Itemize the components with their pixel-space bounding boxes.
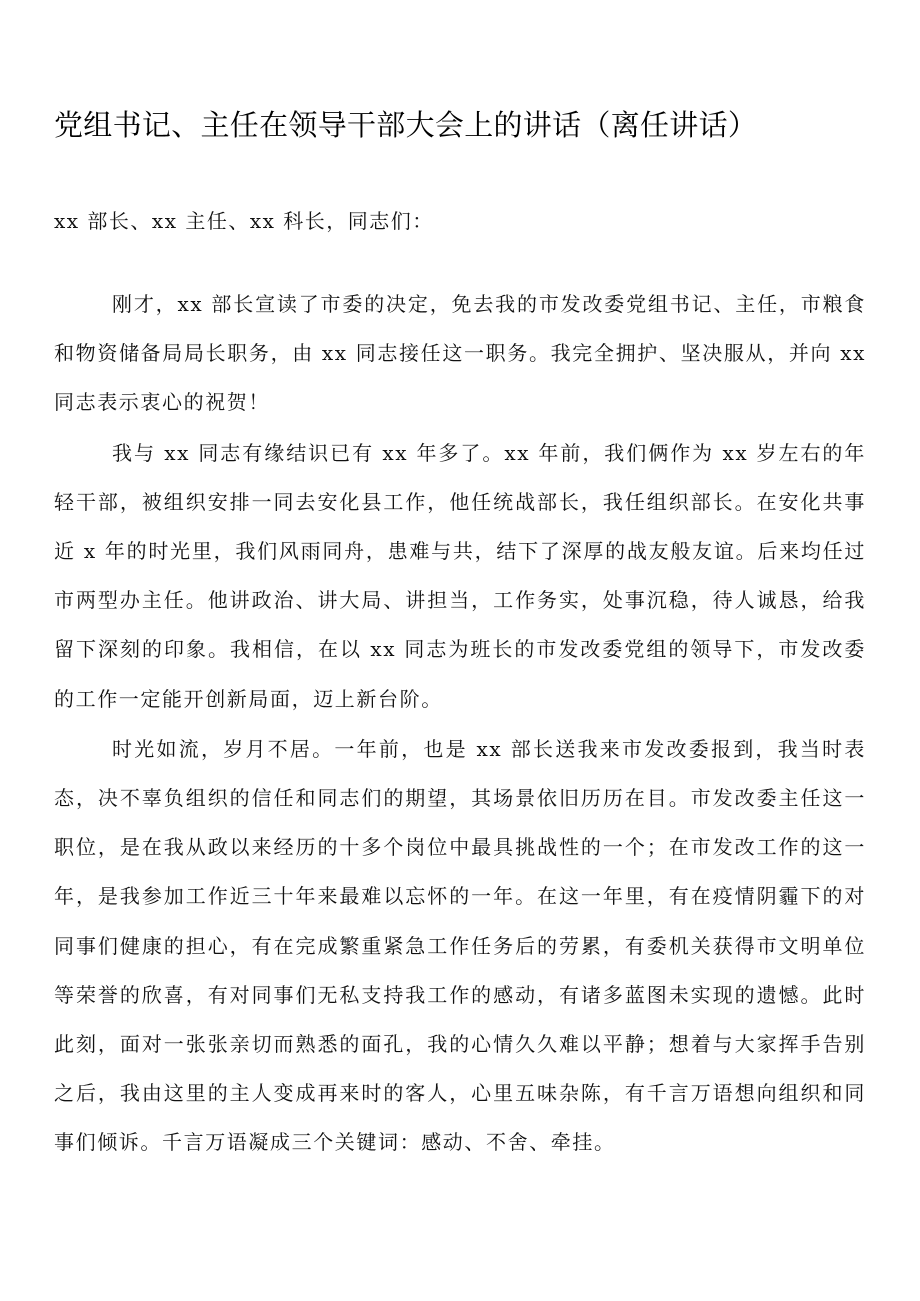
paragraph-1: 刚才，xx 部长宣读了市委的决定，免去我的市发改委党组书记、主任，市粮食和物资储备局局长职务，由 xx 同志接任这一职务。我完全拥护、坚决服从，并向 xx 同志表示衷心的祝贺！ [54, 292, 866, 415]
paragraph-2: 我与 xx 同志有缘结识已有 xx 年多了。xx 年前，我们俩作为 xx 岁左右的年轻干部，被组织安排一同去安化县工作，他任统战部长，我任组织部长。在安化共事近 x 年的时光里，我们风雨同舟，患难与共，结下了深厚的战友般友谊。后来均任过市两型办主任。他讲政治、讲大局、讲担当，工作务实，处事沉稳，待人诚恳，给我留下深刻的印象。我相信，在以 xx 同志为班长的市发改委党组的领导下，市发改委的工作一定能开创新局面，迈上新台阶。 [54, 440, 866, 711]
paragraph-3: 时光如流，岁月不居。一年前，也是 xx 部长送我来市发改委报到，我当时表态，决不辜负组织的信任和同志们的期望，其场景依旧历历在目。市发改委主任这一职位，是在我从政以来经历的十多个岗位中最具挑战性的一个；在市发改工作的这一年，是我参加工作近三十年来最难以忘怀的一年。在这一年里，有在疫情阴霾下的对同事们健康的担心，有在完成繁重紧急工作任务后的劳累，有委机关获得市文明单位等荣誉的欣喜，有对同事们无私支持我工作的感动，有诸多蓝图未实现的遗憾。此时此刻，面对一张张亲切而熟悉的面孔，我的心情久久难以平静；想着与大家挥手告别之后，我由这里的主人变成再来时的客人，心里五味杂陈，有千言万语想向组织和同事们倾诉。千言万语凝成三个关键词：感动、不舍、牵挂。 [54, 736, 866, 1155]
document-title: 党组书记、主任在领导干部大会上的讲话（离任讲话） [54, 108, 758, 142]
salutation: xx 部长、xx 主任、xx 科长，同志们： [54, 209, 434, 233]
document-body [54, 280, 866, 1169]
